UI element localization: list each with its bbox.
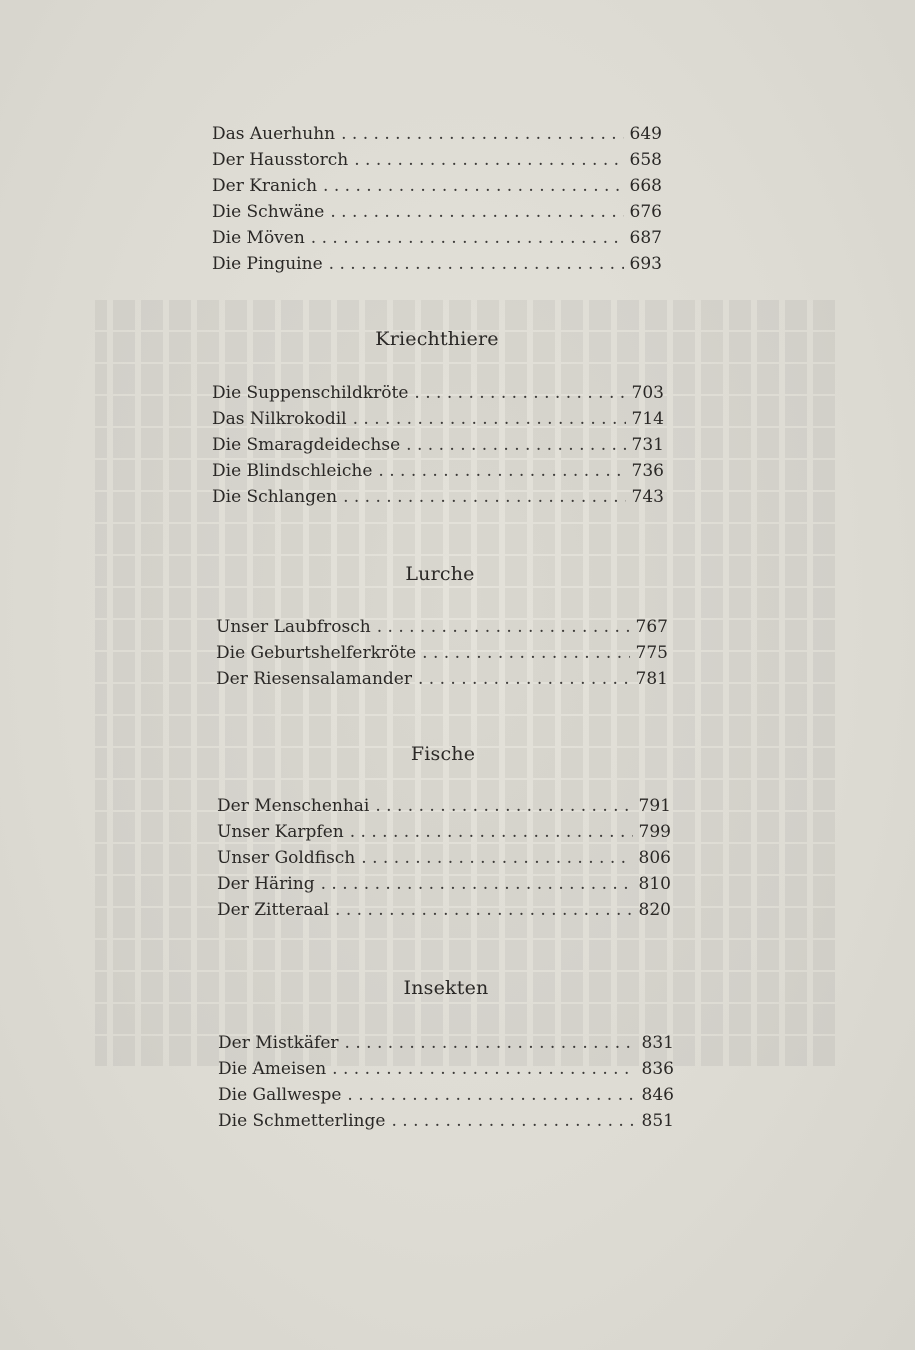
toc-entry-title: Der Zitteraal (217, 900, 330, 920)
toc-leader-dots (391, 1108, 635, 1134)
toc-entry-page: 775 (635, 643, 668, 663)
toc-entry-page: 703 (631, 383, 664, 403)
toc-leader-dots (347, 1082, 635, 1108)
toc-entry-title: Die Schmetterlinge (218, 1111, 386, 1131)
toc-entry[interactable] (217, 793, 671, 819)
toc-entry-title: Die Schlangen (212, 487, 338, 507)
toc-entry-page: 687 (629, 228, 662, 248)
toc-leader-dots (321, 871, 633, 897)
toc-entry-page: 736 (631, 461, 664, 481)
toc-entry[interactable] (217, 845, 671, 871)
toc-entry-page: 836 (641, 1059, 674, 1079)
toc-entry-title: Das Auerhuhn (212, 124, 336, 144)
toc-entry-page: 810 (638, 874, 671, 894)
toc-entry[interactable] (218, 1056, 674, 1082)
toc-entry-page: 731 (631, 435, 664, 455)
toc-entry-title: Der Riesensalamander (216, 669, 412, 689)
toc-leader-dots (422, 640, 629, 666)
toc-entry-title: Die Smaragdeidechse (212, 435, 401, 455)
toc-entry[interactable] (217, 871, 671, 897)
toc-entry[interactable] (217, 819, 671, 845)
toc-entry-title: Die Blindschleiche (212, 461, 373, 481)
toc-entry-title: Die Schwäne (212, 202, 325, 222)
toc-entry-page: 806 (638, 848, 671, 868)
toc-entry[interactable] (212, 121, 662, 147)
toc-entry-page: 767 (635, 617, 668, 637)
toc-entry[interactable] (218, 1030, 674, 1056)
toc-entry-title: Unser Karpfen (217, 822, 344, 842)
toc-entry[interactable] (218, 1082, 674, 1108)
toc-leader-dots (418, 666, 630, 692)
toc-entry[interactable] (212, 251, 662, 277)
section-heading: Lurche (405, 563, 475, 585)
toc-leader-dots (345, 1030, 636, 1056)
toc-entry[interactable] (216, 666, 668, 692)
toc-leader-dots (350, 819, 633, 845)
toc-leader-dots (323, 173, 624, 199)
toc-entry-page: 831 (641, 1033, 674, 1053)
section-heading: Insekten (403, 977, 489, 999)
toc-entry[interactable] (212, 380, 664, 406)
toc-entry[interactable] (216, 614, 668, 640)
toc-entry-page: 851 (641, 1111, 674, 1131)
toc-leader-dots (335, 897, 633, 923)
toc-entry-page: 799 (638, 822, 671, 842)
toc-entry[interactable] (218, 1108, 674, 1134)
toc-entry-page: 743 (631, 487, 664, 507)
toc-leader-dots (353, 406, 626, 432)
toc-entry-title: Unser Laubfrosch (216, 617, 371, 637)
toc-entry-title: Die Möven (212, 228, 305, 248)
toc-leader-dots (378, 458, 625, 484)
toc-entry-title: Die Geburtshelferkröte (216, 643, 417, 663)
toc-entry[interactable] (216, 640, 668, 666)
toc-leader-dots (343, 484, 625, 510)
toc-entry[interactable] (212, 173, 662, 199)
toc-entry-title: Der Menschenhai (217, 796, 370, 816)
section-heading: Fische (410, 743, 476, 765)
toc-leader-dots (332, 1056, 635, 1082)
toc-entry[interactable] (212, 225, 662, 251)
toc-entry-page: 676 (629, 202, 662, 222)
toc-entry[interactable] (212, 432, 664, 458)
toc-entry-page: 668 (629, 176, 662, 196)
toc-leader-dots (375, 793, 632, 819)
toc-entry-title: Der Häring (217, 874, 315, 894)
toc-leader-dots (329, 251, 624, 277)
toc-entry[interactable] (212, 199, 662, 225)
toc-entry[interactable] (212, 484, 664, 510)
toc-entry-page: 781 (635, 669, 668, 689)
toc-entry-title: Der Kranich (212, 176, 318, 196)
toc-entry-title: Das Nilkrokodil (212, 409, 347, 429)
toc-entry[interactable] (212, 458, 664, 484)
toc-entry[interactable] (217, 897, 671, 923)
toc-leader-dots (377, 614, 630, 640)
toc-leader-dots (341, 121, 623, 147)
toc-entry-title: Unser Goldfisch (217, 848, 356, 868)
toc-entry-title: Die Ameisen (218, 1059, 327, 1079)
toc-leader-dots (414, 380, 625, 406)
toc-leader-dots (311, 225, 624, 251)
toc-leader-dots (354, 147, 623, 173)
toc-entry-page: 693 (629, 254, 662, 274)
toc-leader-dots (361, 845, 632, 871)
toc-entry-page: 658 (629, 150, 662, 170)
toc-entry-page: 714 (631, 409, 664, 429)
toc-entry[interactable] (212, 406, 664, 432)
section-heading: Kriechthiere (375, 328, 499, 350)
toc-entry-title: Der Mistkäfer (218, 1033, 339, 1053)
toc-entry-title: Die Suppenschildkröte (212, 383, 409, 403)
toc-entry[interactable] (212, 147, 662, 173)
toc-entry-title: Die Gallwespe (218, 1085, 342, 1105)
toc-leader-dots (406, 432, 625, 458)
toc-entry-page: 820 (638, 900, 671, 920)
toc-entry-page: 846 (641, 1085, 674, 1105)
toc-entry-title: Der Hausstorch (212, 150, 349, 170)
toc-entry-page: 791 (638, 796, 671, 816)
toc-leader-dots (330, 199, 623, 225)
toc-entry-title: Die Pinguine (212, 254, 323, 274)
toc-entry-page: 649 (629, 124, 662, 144)
